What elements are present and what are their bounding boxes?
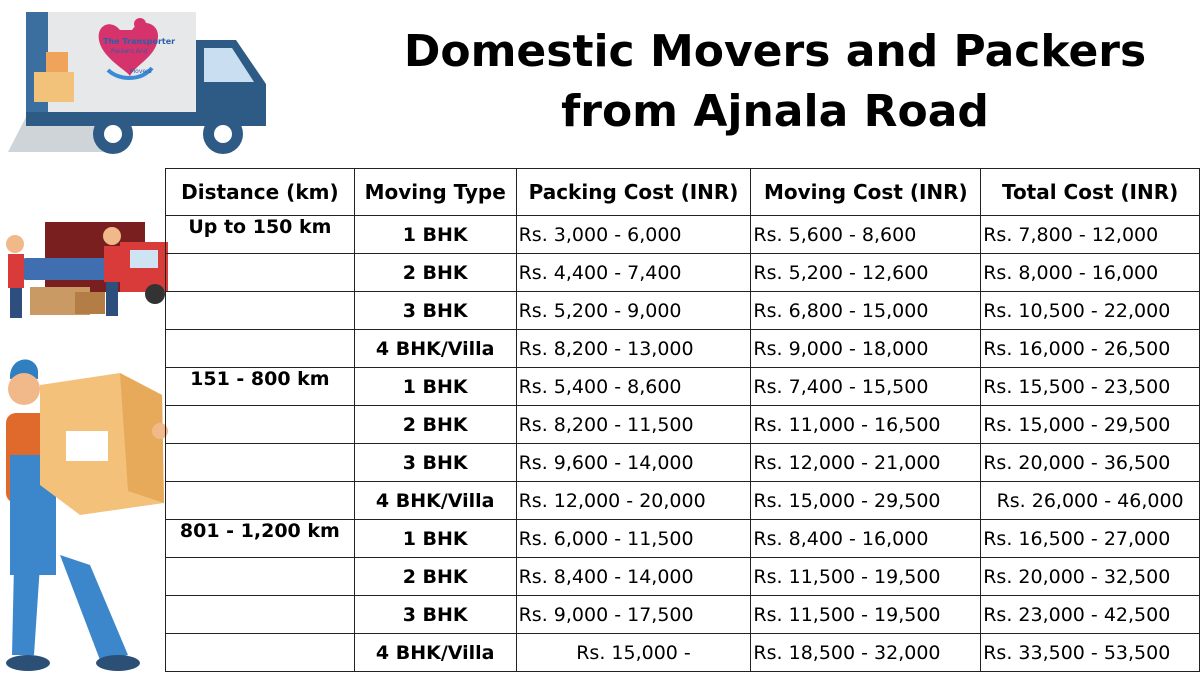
- logo-line2: Packers And: [111, 48, 148, 55]
- packing-cost-cell: Rs. 8,200 - 11,500: [516, 406, 751, 444]
- packing-cost-cell: Rs. 5,400 - 8,600: [516, 368, 751, 406]
- moving-cost-cell: Rs. 12,000 - 21,000: [751, 444, 981, 482]
- total-cost-cell: Rs. 7,800 - 12,000: [981, 216, 1200, 254]
- moving-type-cell: 3 BHK: [354, 292, 516, 330]
- table-row: [166, 520, 1200, 558]
- moving-type-cell: 1 BHK: [354, 368, 516, 406]
- moving-cost-cell: Rs. 18,500 - 32,000: [751, 634, 981, 672]
- total-cost-cell: Rs. 26,000 - 46,000: [981, 482, 1200, 520]
- total-cost-cell: Rs. 23,000 - 42,500: [981, 596, 1200, 634]
- distance-cell: [166, 254, 355, 292]
- moving-cost-cell: Rs. 15,000 - 29,500: [751, 482, 981, 520]
- table-row: [166, 330, 1200, 368]
- table-row: [166, 558, 1200, 596]
- page-title-line1: Domestic Movers and Packers: [403, 26, 1147, 77]
- moving-cost-cell: Rs. 7,400 - 15,500: [751, 368, 981, 406]
- moving-cost-cell: Rs. 5,600 - 8,600: [751, 216, 981, 254]
- table-row: [166, 596, 1200, 634]
- distance-cell: [166, 330, 355, 368]
- total-cost-cell: Rs. 15,500 - 23,500: [981, 368, 1200, 406]
- packing-cost-cell: Rs. 6,000 - 11,500: [516, 520, 751, 558]
- total-cost-cell: Rs. 16,500 - 27,000: [981, 520, 1200, 558]
- logo-line1: The Transporter: [103, 37, 176, 46]
- moving-type-cell: 1 BHK: [354, 216, 516, 254]
- header-moving-type: Moving Type: [354, 169, 516, 216]
- packing-cost-cell: Rs. 8,200 - 13,000: [516, 330, 751, 368]
- table-row: [166, 634, 1200, 672]
- moving-type-cell: 4 BHK/Villa: [354, 634, 516, 672]
- packing-cost-cell: Rs. 3,000 - 6,000: [516, 216, 751, 254]
- header-moving-cost: Moving Cost (INR): [751, 169, 981, 216]
- moving-type-cell: 3 BHK: [354, 596, 516, 634]
- distance-cell: [166, 558, 355, 596]
- table-row: [166, 444, 1200, 482]
- distance-cell: [166, 406, 355, 444]
- worker-carrying-box-illustration: [0, 355, 172, 675]
- moving-type-cell: 1 BHK: [354, 520, 516, 558]
- packing-cost-cell: Rs. 9,000 - 17,500: [516, 596, 751, 634]
- distance-cell: 151 - 800 km: [166, 368, 355, 406]
- header-packing-cost: Packing Cost (INR): [516, 169, 751, 216]
- page-title: [330, 22, 1200, 142]
- header-total-cost: Total Cost (INR): [981, 169, 1200, 216]
- distance-cell: [166, 444, 355, 482]
- total-cost-cell: Rs. 8,000 - 16,000: [981, 254, 1200, 292]
- moving-cost-cell: Rs. 8,400 - 16,000: [751, 520, 981, 558]
- table-row: [166, 254, 1200, 292]
- moving-truck-illustration: [8, 12, 270, 157]
- table-header-row: [166, 169, 1200, 216]
- distance-cell: [166, 596, 355, 634]
- movers-carrying-sofa-illustration: [0, 222, 172, 320]
- logo-line3: Movers: [130, 68, 152, 75]
- moving-type-cell: 2 BHK: [354, 254, 516, 292]
- moving-cost-cell: Rs. 11,000 - 16,500: [751, 406, 981, 444]
- moving-type-cell: 4 BHK/Villa: [354, 482, 516, 520]
- moving-cost-cell: Rs. 11,500 - 19,500: [751, 596, 981, 634]
- distance-cell: 801 - 1,200 km: [166, 520, 355, 558]
- packing-cost-cell: Rs. 5,200 - 9,000: [516, 292, 751, 330]
- total-cost-cell: Rs. 16,000 - 26,500: [981, 330, 1200, 368]
- packing-cost-cell: Rs. 4,400 - 7,400: [516, 254, 751, 292]
- header-distance: Distance (km): [166, 169, 355, 216]
- moving-cost-cell: Rs. 6,800 - 15,000: [751, 292, 981, 330]
- moving-cost-cell: Rs. 11,500 - 19,500: [751, 558, 981, 596]
- page-title-line2: from Ajnala Road: [561, 86, 989, 137]
- total-cost-cell: Rs. 15,000 - 29,500: [981, 406, 1200, 444]
- table-row: [166, 482, 1200, 520]
- total-cost-cell: Rs. 20,000 - 32,500: [981, 558, 1200, 596]
- table-row: [166, 216, 1200, 254]
- total-cost-cell: Rs. 10,500 - 22,000: [981, 292, 1200, 330]
- distance-cell: [166, 482, 355, 520]
- moving-type-cell: 4 BHK/Villa: [354, 330, 516, 368]
- packing-cost-cell: Rs. 8,400 - 14,000: [516, 558, 751, 596]
- total-cost-cell: Rs. 33,500 - 53,500: [981, 634, 1200, 672]
- moving-cost-cell: Rs. 5,200 - 12,600: [751, 254, 981, 292]
- distance-cell: [166, 634, 355, 672]
- packing-cost-cell: Rs. 15,000 -: [516, 634, 751, 672]
- table-row: [166, 368, 1200, 406]
- table-row: [166, 292, 1200, 330]
- moving-type-cell: 2 BHK: [354, 558, 516, 596]
- packing-cost-cell: Rs. 9,600 - 14,000: [516, 444, 751, 482]
- distance-cell: Up to 150 km: [166, 216, 355, 254]
- moving-cost-cell: Rs. 9,000 - 18,000: [751, 330, 981, 368]
- packing-cost-cell: Rs. 12,000 - 20,000: [516, 482, 751, 520]
- total-cost-cell: Rs. 20,000 - 36,500: [981, 444, 1200, 482]
- moving-cost-table: [165, 168, 1200, 672]
- distance-cell: [166, 292, 355, 330]
- moving-type-cell: 2 BHK: [354, 406, 516, 444]
- table-row: [166, 406, 1200, 444]
- moving-type-cell: 3 BHK: [354, 444, 516, 482]
